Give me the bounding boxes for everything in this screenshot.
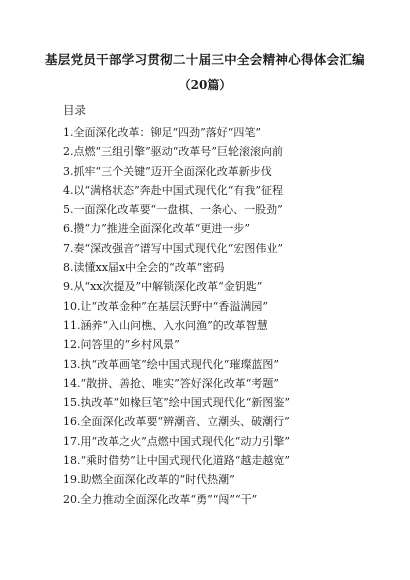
toc-item: 12.问答里的“乡村风景” — [63, 338, 180, 352]
document-subtitle: （20篇） — [178, 78, 232, 92]
toc-item: 6.攒“力”推进全面深化改革“更进一步” — [63, 222, 250, 236]
toc-item: 18.“乘时借势”让中国式现代化道路“越走越宽” — [63, 454, 290, 468]
toc-item: 9.从“xx次提及”中解锁深化改革“金钥匙” — [63, 280, 263, 294]
toc-item: 5.一面深化改革要“一盘棋、一条心、一股劲” — [63, 203, 283, 217]
toc-item: 3.抓牢“三个关键”迈开全面深化改革新步伐 — [63, 164, 272, 178]
toc-item: 10.让“改革金种”在基层沃野中“香溢满园” — [63, 299, 268, 313]
toc-item: 14.“散拼、善抢、唯实”答好深化改革“考题” — [63, 376, 279, 390]
toc-item: 11.涵养“入山问樵、入水问渔”的改革智慧 — [63, 318, 268, 332]
document-title: 基层党员干部学习贯彻二十届三中全会精神心得体会汇编 — [44, 52, 365, 67]
toc-item: 15.执改革“如椽巨笔”绘中国式现代化“新图鉴” — [63, 396, 290, 410]
toc-item: 4.以“满格状态”奔赴中国式现代化“有我”征程 — [63, 183, 283, 197]
toc-item: 8.读懂xx届x中全会的“改革”密码 — [63, 261, 225, 275]
toc-item: 1.全面深化改革：铆足“四劲”落好“四笔” — [63, 126, 261, 139]
toc-item: 20.全力推动全面深化改革“勇”“闯”“干” — [63, 492, 258, 506]
toc-item: 17.用“改革之火”点燃中国式现代化“动力引擎” — [63, 434, 290, 448]
toc-item: 7.奏“深改强音”谱写中国式现代化“宏图伟业” — [63, 241, 283, 255]
table-of-contents — [63, 123, 290, 509]
toc-heading: 目录 — [63, 103, 86, 117]
toc-item: 2.点燃“三组引擎”驱动“改革号”巨轮滚滚向前 — [63, 145, 283, 159]
toc-item: 16.全面深化改革要“辨潮音、立潮头、破潮行” — [63, 415, 290, 429]
toc-item: 19.助燃全面深化改革的“时代热潮” — [63, 473, 235, 487]
toc-item: 13.执“改革画笔”绘中国式现代化“璀璨蓝图” — [63, 357, 279, 371]
